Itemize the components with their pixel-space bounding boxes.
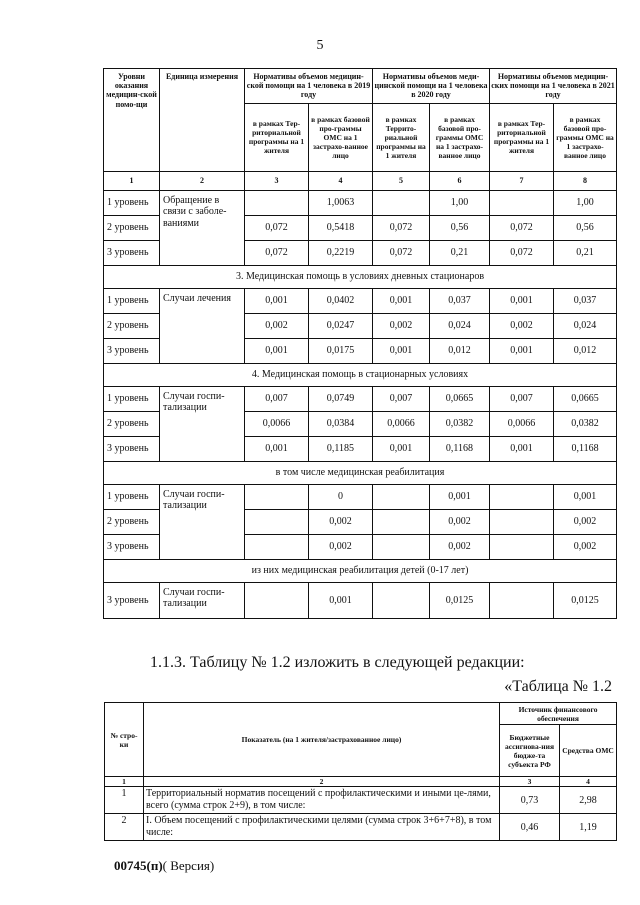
value-cell <box>245 484 309 509</box>
value-cell <box>245 190 309 215</box>
level-cell: 2 уровень <box>104 509 160 534</box>
col-number: 7 <box>490 171 554 190</box>
value-cell <box>245 534 309 559</box>
table-row <box>104 582 617 618</box>
header-level: Уровни оказания медицин-ской помо-щи <box>104 69 160 172</box>
document-code-number: 00745(п) <box>114 858 163 873</box>
page-number: 5 <box>316 38 324 53</box>
value-cell: 0,0384 <box>309 411 373 436</box>
value-cell <box>490 190 554 215</box>
value-cell: 0,0066 <box>490 411 554 436</box>
level-cell: 1 уровень <box>104 484 160 509</box>
subheader-terr-2019: в рамках Тер-риториальной программы на 1 жителя <box>245 103 309 171</box>
level-cell: 3 уровень <box>104 338 160 363</box>
unit-cell: Случаи госпи-тализации <box>160 386 245 461</box>
subheader-terr-2020: в рамках Террито-риальной программы на 1 жителя <box>373 103 430 171</box>
value-cell: 0,001 <box>490 288 554 313</box>
column-numbers-row <box>105 777 617 787</box>
value-cell: 0 <box>309 484 373 509</box>
value-cell: 0,001 <box>554 484 617 509</box>
value-cell: 0,072 <box>245 240 309 265</box>
oms-value: 2,98 <box>560 787 617 814</box>
value-cell: 0,001 <box>373 436 430 461</box>
value-cell: 0,072 <box>245 215 309 240</box>
header-unit: Единица измерения <box>160 69 245 172</box>
table-row <box>104 386 617 411</box>
value-cell: 0,001 <box>430 484 490 509</box>
value-cell: 0,007 <box>245 386 309 411</box>
value-cell: 0,001 <box>373 288 430 313</box>
level-cell: 3 уровень <box>104 534 160 559</box>
subheader-terr-2021: в рамках Тер-риториальной программы на 1 жителя <box>490 103 554 171</box>
value-cell: 0,001 <box>245 338 309 363</box>
value-cell: 0,024 <box>554 313 617 338</box>
value-cell: 0,007 <box>490 386 554 411</box>
level-cell: 1 уровень <box>104 386 160 411</box>
value-cell: 0,024 <box>430 313 490 338</box>
value-cell <box>373 534 430 559</box>
value-cell: 0,002 <box>309 534 373 559</box>
value-cell: 0,001 <box>490 338 554 363</box>
col-number: 6 <box>430 171 490 190</box>
value-cell <box>245 582 309 618</box>
level-cell: 1 уровень <box>104 288 160 313</box>
value-cell: 0,0402 <box>309 288 373 313</box>
unit-cell: Случаи госпи-тализации <box>160 582 245 618</box>
value-cell <box>490 484 554 509</box>
value-cell: 0,002 <box>490 313 554 338</box>
value-cell <box>490 582 554 618</box>
table-label: «Таблица № 1.2 <box>504 678 612 695</box>
budget-value: 0,46 <box>500 814 560 841</box>
indicator-text: I. Объем посещений с профилактическими целями (сумма строк 3+6+7+8), в том числе: <box>144 814 500 841</box>
section-heading: в том числе медицинская реабилитация <box>104 461 617 484</box>
col-number: 2 <box>144 777 500 787</box>
value-cell: 0,037 <box>554 288 617 313</box>
col-number: 1 <box>104 171 160 190</box>
value-cell: 0,001 <box>245 288 309 313</box>
value-cell: 0,0749 <box>309 386 373 411</box>
col-number: 8 <box>554 171 617 190</box>
col-number: 5 <box>373 171 430 190</box>
value-cell: 0,001 <box>490 436 554 461</box>
value-cell: 0,002 <box>430 534 490 559</box>
header-source: Источник финансового обеспечения <box>500 703 617 725</box>
table-row <box>104 288 617 313</box>
value-cell: 0,001 <box>245 436 309 461</box>
value-cell: 0,002 <box>309 509 373 534</box>
level-cell: 3 уровень <box>104 240 160 265</box>
budget-value: 0,73 <box>500 787 560 814</box>
column-numbers-row <box>104 171 617 190</box>
level-cell: 3 уровень <box>104 436 160 461</box>
indicator-text: Территориальный норматив посещений с профилактическими и иными це-лями, всего (сумма строк 2+9), в том числе: <box>144 787 500 814</box>
level-cell: 2 уровень <box>104 215 160 240</box>
level-cell: 2 уровень <box>104 313 160 338</box>
col-number: 3 <box>500 777 560 787</box>
value-cell: 0,002 <box>373 313 430 338</box>
value-cell: 0,0125 <box>554 582 617 618</box>
value-cell: 0,5418 <box>309 215 373 240</box>
table-row <box>105 814 617 841</box>
value-cell: 0,007 <box>373 386 430 411</box>
header-2021: Нормативы объемов медицин-ских помощи на 1 человека в 2021 году <box>490 69 617 104</box>
value-cell: 0,072 <box>490 240 554 265</box>
value-cell <box>373 509 430 534</box>
value-cell: 1,0063 <box>309 190 373 215</box>
value-cell: 0,072 <box>490 215 554 240</box>
value-cell: 0,21 <box>430 240 490 265</box>
header-2020: Нормативы объемов меди-цинской помощи на 1 человека в 2020 году <box>373 69 490 104</box>
value-cell: 0,0066 <box>245 411 309 436</box>
subheader-oms-2020: в рамках базовой про-граммы ОМС на 1 застрахо-ванное лицо <box>430 103 490 171</box>
section-heading: из них медицинская реабилитация детей (0-17 лет) <box>104 559 617 582</box>
row-number: 1 <box>105 787 144 814</box>
value-cell: 0,1168 <box>554 436 617 461</box>
value-cell: 1,00 <box>430 190 490 215</box>
financing-table <box>104 702 617 841</box>
value-cell: 0,1168 <box>430 436 490 461</box>
level-cell: 1 уровень <box>104 190 160 215</box>
value-cell: 1,00 <box>554 190 617 215</box>
volume-norms-table <box>103 68 617 619</box>
oms-value: 1,19 <box>560 814 617 841</box>
table-row <box>105 787 617 814</box>
subheader-oms-2021: в рамках базовой про-граммы ОМС на 1 застрахо-ванное лицо <box>554 103 617 171</box>
level-cell: 3 уровень <box>104 582 160 618</box>
value-cell: 0,012 <box>554 338 617 363</box>
value-cell <box>490 534 554 559</box>
unit-cell: Обращение в связи с заболе-ваниями <box>160 190 245 265</box>
header-row-number: № стро-ки <box>105 703 144 777</box>
col-number: 4 <box>560 777 617 787</box>
value-cell: 0,0247 <box>309 313 373 338</box>
value-cell: 0,0665 <box>554 386 617 411</box>
section-heading: 3. Медицинская помощь в условиях дневных стационаров <box>104 265 617 288</box>
unit-cell: Случаи лечения <box>160 288 245 363</box>
value-cell: 0,56 <box>554 215 617 240</box>
value-cell: 0,0382 <box>554 411 617 436</box>
value-cell <box>373 484 430 509</box>
table-row <box>104 484 617 509</box>
header-indicator: Показатель (на 1 жителя/застрахованное лицо) <box>144 703 500 777</box>
section-heading: 4. Медицинская помощь в стационарных условиях <box>104 363 617 386</box>
header-oms: Средства ОМС <box>560 725 617 777</box>
value-cell: 0,2219 <box>309 240 373 265</box>
value-cell: 0,56 <box>430 215 490 240</box>
subheader-oms-2019: в рамках базовой про-граммы ОМС на 1 застрахо-ванное лицо <box>309 103 373 171</box>
unit-cell: Случаи госпи-тализации <box>160 484 245 559</box>
header-2019: Нормативы объемов медицин-ской помощи на 1 человека в 2019 году <box>245 69 373 104</box>
value-cell: 0,0125 <box>430 582 490 618</box>
header-budget: Бюджетные ассигнова-ния бюдже-та субъекта РФ <box>500 725 560 777</box>
value-cell: 0,002 <box>245 313 309 338</box>
value-cell: 0,21 <box>554 240 617 265</box>
value-cell: 0,002 <box>430 509 490 534</box>
edit-instruction: 1.1.3. Таблицу № 1.2 изложить в следующей редакции: <box>150 654 525 671</box>
value-cell: 0,002 <box>554 509 617 534</box>
value-cell: 0,037 <box>430 288 490 313</box>
value-cell <box>490 509 554 534</box>
value-cell: 0,002 <box>554 534 617 559</box>
table-row <box>104 190 617 215</box>
value-cell <box>373 582 430 618</box>
value-cell <box>373 190 430 215</box>
col-number: 2 <box>160 171 245 190</box>
value-cell: 0,072 <box>373 240 430 265</box>
value-cell <box>245 509 309 534</box>
col-number: 4 <box>309 171 373 190</box>
row-number: 2 <box>105 814 144 841</box>
value-cell: 0,0175 <box>309 338 373 363</box>
value-cell: 0,1185 <box>309 436 373 461</box>
document-code <box>114 858 214 874</box>
value-cell: 0,001 <box>373 338 430 363</box>
value-cell: 0,0382 <box>430 411 490 436</box>
document-code-version: ( Версия) <box>162 858 215 873</box>
col-number: 1 <box>105 777 144 787</box>
value-cell: 0,072 <box>373 215 430 240</box>
value-cell: 0,0066 <box>373 411 430 436</box>
col-number: 3 <box>245 171 309 190</box>
value-cell: 0,0665 <box>430 386 490 411</box>
value-cell: 0,012 <box>430 338 490 363</box>
value-cell: 0,001 <box>309 582 373 618</box>
level-cell: 2 уровень <box>104 411 160 436</box>
